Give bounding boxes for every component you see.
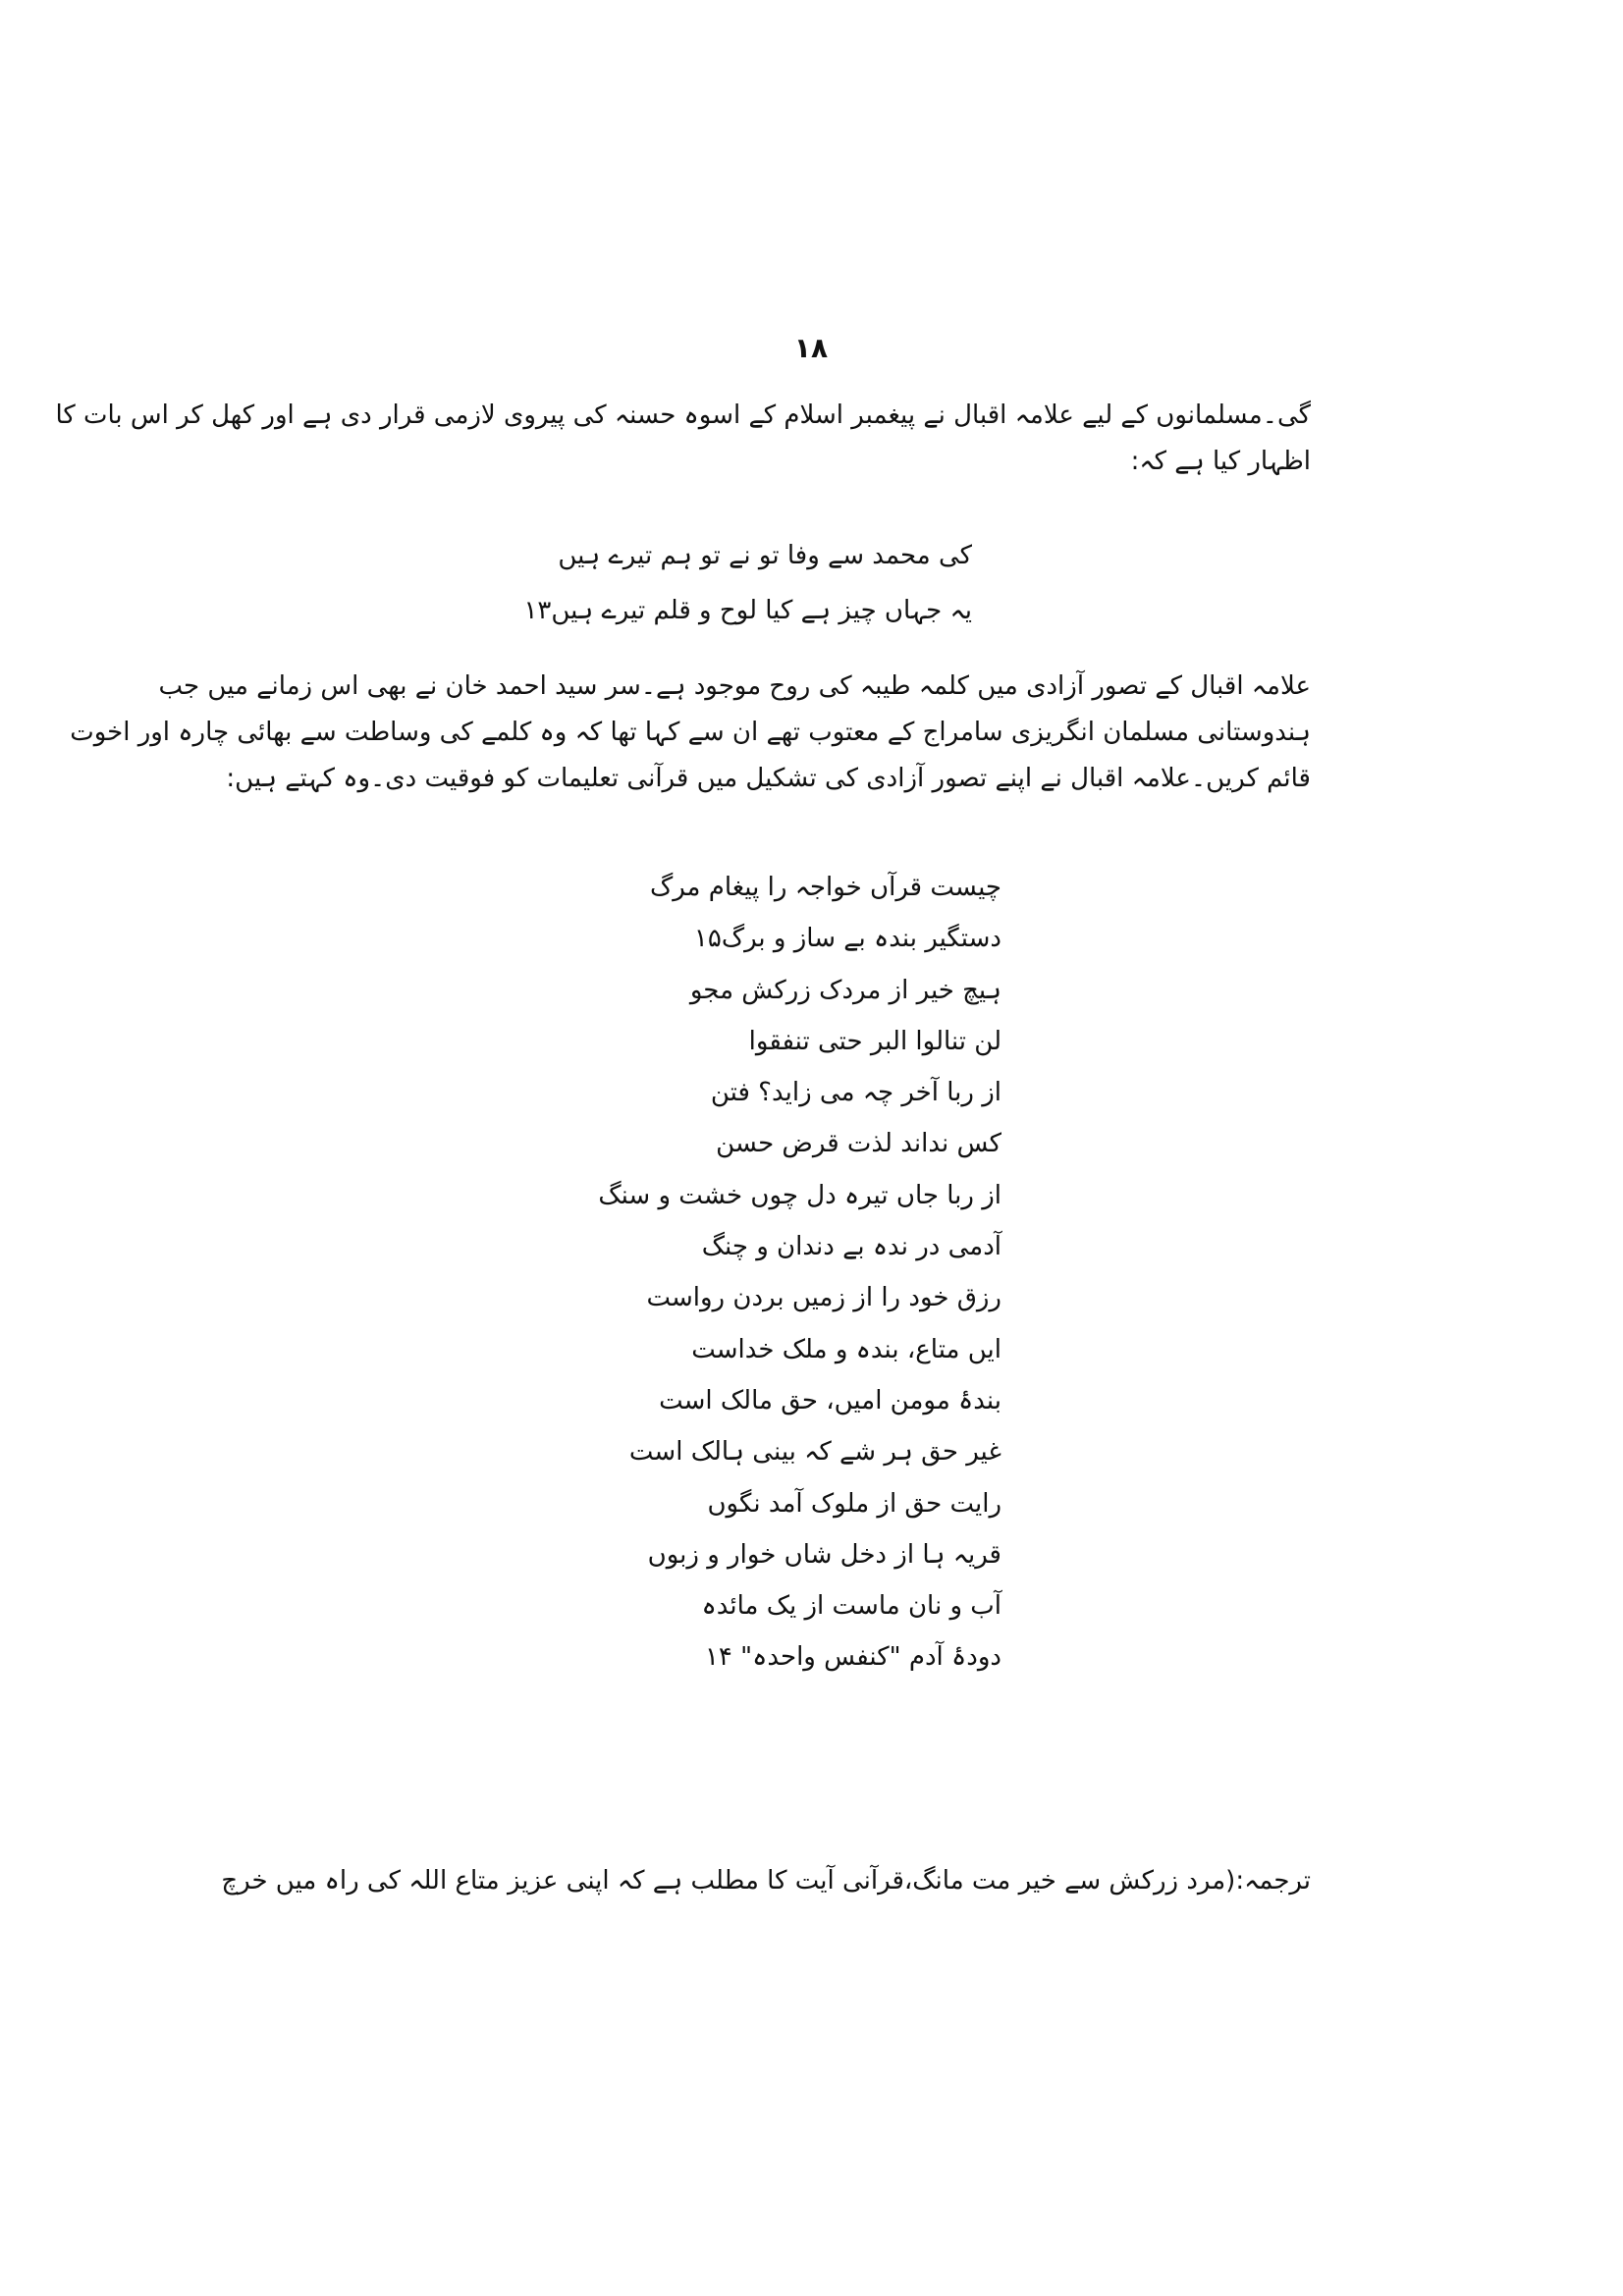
paragraph-line: گی۔مسلمانوں کے لیے علامہ اقبال نے پیغمبر اسلام کے اسوہ حسنہ کی پیروی لازمی قرار دی ہے اور کھل کر اس بات کا [55, 400, 1311, 430]
verse-line: از ربا آخر چہ می زاید؟ فتن [710, 1078, 1001, 1108]
verse-line: ہیچ خیر از مردک زرکش مجو [689, 975, 1001, 1005]
verse-line: لن تنالوا البر حتی تنفقوا [748, 1026, 1001, 1056]
persian-poem [598, 862, 1001, 1683]
paragraph-line: ترجمہ:(مرد زرکش سے خیر مت مانگ،قرآنی آیت کا مطلب ہے کہ اپنی عزیز متاع اللہ کی راہ میں خرچ [221, 1866, 1311, 1896]
verse-line: قریہ ہا از دخل شاں خوار و زبوں [647, 1539, 1001, 1570]
verse-line: رزق خود را از زمیں بردن رواست [646, 1283, 1001, 1313]
page-number: ۱۸ [793, 332, 829, 364]
verse-line: چیست قرآں خواجہ را پیغام مرگ [649, 873, 1001, 902]
verse-line: رایت حق از ملوک آمد نگوں [707, 1488, 1001, 1519]
paragraph-line: اظہار کیا ہے کہ: [1130, 447, 1311, 476]
paragraph-translation [221, 1858, 1311, 1904]
couplet-quote [523, 528, 972, 638]
paragraph-line: علامہ اقبال کے تصور آزادی میں کلمہ طیبہ کی روح موجود ہے۔سر سید احمد خان نے بھی اس زمانے میں جب [158, 671, 1311, 701]
verse-line: کس نداند لذت قرض حسن [716, 1129, 1001, 1159]
paragraph-line: ہندوستانی مسلمان انگریزی سامراج کے معتوب تھے ان سے کہا تھا کہ وہ کلمے کی وساطت سے بھائی چارہ اور اخوت [70, 718, 1311, 747]
verse-line: یہ جہاں چیز ہے کیا لوح و قلم تیرے ہیں۱۳ [523, 596, 972, 625]
paragraph-line: قائم کریں۔علامہ اقبال نے اپنے تصور آزادی کی تشکیل میں قرآنی تعلیمات کو فوقیت دی۔وہ کہتے ہیں: [226, 764, 1311, 793]
verse-line: دستگیر بندہ بے ساز و برگ۱۵ [693, 924, 1001, 954]
verse-line: ایں متاع، بندہ و ملک خداست [691, 1334, 1001, 1364]
verse-line: غیر حق ہر شے کہ بینی ہالک است [628, 1437, 1001, 1468]
verse-line: از ربا جاں تیرہ دل چوں خشت و سنگ [598, 1180, 1001, 1210]
verse-line: بندۂ مومن امیں، حق مالک است [659, 1385, 1001, 1415]
verse-line: آدمی در ندہ بے دندان و چنگ [701, 1232, 1001, 1262]
verse-line: آب و نان ماست از یک مائدہ [701, 1591, 1001, 1622]
paragraph-intro [55, 393, 1311, 485]
paragraph-body [70, 664, 1311, 802]
verse-line: کی محمد سے وفا تو نے تو ہم تیرے ہیں [558, 541, 972, 570]
verse-line: دودۂ آدم "کنفس واحدہ" ۱۴ [704, 1642, 1001, 1673]
